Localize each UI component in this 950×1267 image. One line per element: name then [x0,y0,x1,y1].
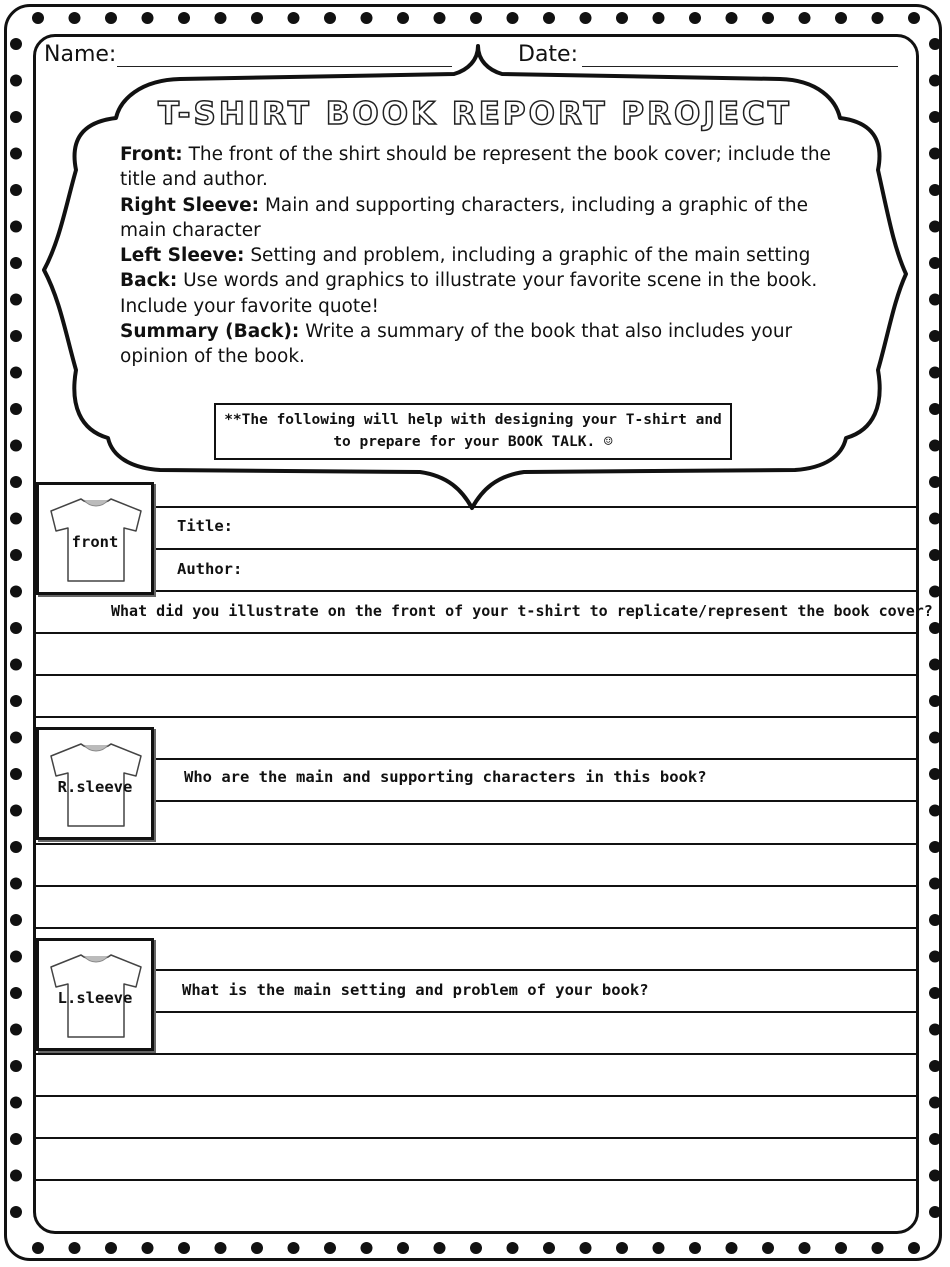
answer-line[interactable] [36,1179,918,1181]
front-shirt-box [36,482,154,595]
answer-line[interactable] [36,843,918,845]
answer-line[interactable] [36,548,918,550]
answer-line[interactable] [36,590,918,592]
answer-line[interactable] [36,674,918,676]
answer-line[interactable] [36,969,918,971]
instruction-right-sleeve [120,193,850,244]
instruction-label: Right Sleeve: [120,194,260,216]
left-sleeve-label: L.sleeve [57,989,133,1007]
right-sleeve-shirt-box [36,727,154,840]
front-question: What did you illustrate on the front of your t-shirt to replicate/represent the book cover? [111,602,933,620]
answer-line[interactable] [36,1095,918,1097]
instruction-label: Summary (Back): [120,321,300,343]
answer-line[interactable] [36,1011,918,1013]
instruction-text: Write a summary of the book that also includes your opinion of the book. [120,321,793,368]
note-line-2: to prepare for your BOOK TALK. ☺ [333,434,613,450]
instruction-summary [120,319,850,370]
instruction-front [120,142,850,193]
instruction-text: Use words and graphics to illustrate your favorite scene in the book. Include your favorite quote! [120,270,818,317]
answer-line[interactable] [36,800,918,802]
instruction-back [120,268,850,319]
instruction-label: Back: [120,270,178,292]
answer-line[interactable] [36,1137,918,1139]
front-label: front [71,533,119,551]
author-label: Author: [177,560,243,578]
answer-line[interactable] [36,1053,918,1055]
instruction-text: Main and supporting characters, including a graphic of the main character [120,194,808,241]
instruction-text: Setting and problem, including a graphic of the main setting [244,245,811,267]
left-sleeve-question: What is the main setting and problem of your book? [182,981,649,999]
right-sleeve-label: R.sleeve [57,778,133,796]
page-title: T-SHIRT BOOK REPORT PROJECT [158,96,792,132]
title-label: Title: [177,517,233,535]
instruction-text: The front of the shirt should be represent the book cover; include the title and author. [120,144,831,191]
answer-line[interactable] [36,885,918,887]
note-line-1: **The following will help with designing your T-shirt and [224,412,722,428]
answer-line[interactable] [36,758,918,760]
answer-line[interactable] [36,632,918,634]
answer-line[interactable] [36,716,918,718]
instruction-label: Front: [120,144,183,165]
book-talk-note [214,403,732,460]
name-label: Name: [44,42,117,67]
instruction-label: Left Sleeve: [120,245,245,267]
right-sleeve-question: Who are the main and supporting characters in this book? [184,768,707,786]
left-sleeve-shirt-box [36,938,154,1051]
answer-line[interactable] [36,927,918,929]
instruction-left-sleeve [120,243,850,268]
date-label: Date: [518,42,578,67]
instructions-list [120,142,850,370]
